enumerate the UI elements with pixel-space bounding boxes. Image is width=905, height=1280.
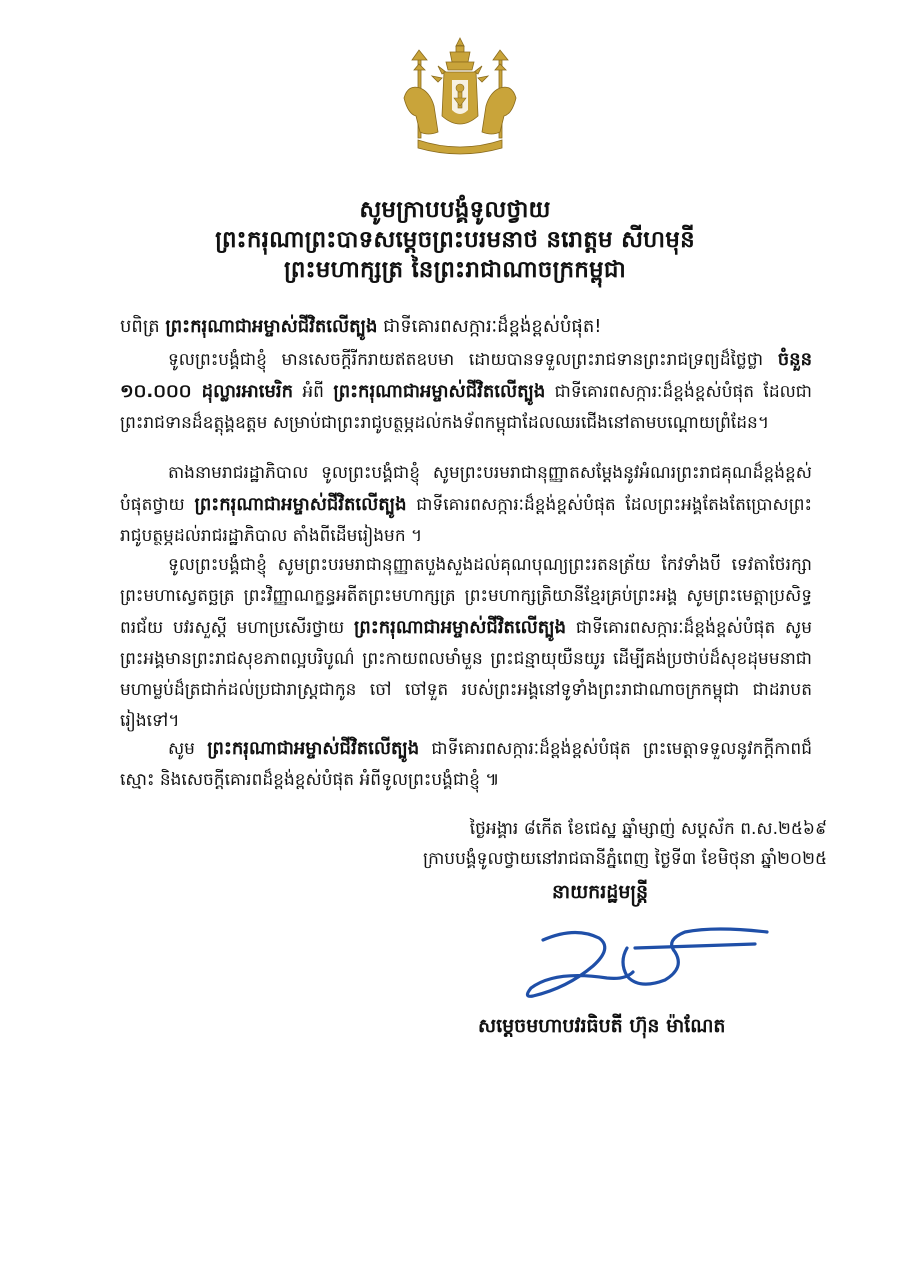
paragraph-1-amount: ចំនួន ១០.០០០ ដុល្លារអាមេរិក [120,349,812,402]
paragraph-3-text-a: ទូលព្រះបង្គំជាខ្ញុំ សូមព្រះបរមរាជានុញ្ញាតបួងសួងដល់គុណបុណ្យព្រះរតនត្រ័យ កែវទាំងបី ទេវតាថែរក្សាព្រះមហាស្វេតច្ឆត្រ ព្រះវិញ្ញាណក្ខន្ធអតីតព្រះមហាក្សត្រ ព្រះមហាក្សត្រិយានីខ្មែរគ្រប់ព្រះអង្គ សូមព្រះមេត្តាប្រសិទ្ធពរជ័យ បវរសួស្តី មហាប្រសើរថ្វាយ [120,555,812,638]
paragraph-2-text-a: តាងនាមរាជរដ្ឋាភិបាល ទូលព្រះបង្គំជាខ្ញុំ សូមព្រះបរមរាជានុញ្ញាតសម្តែងនូវអំណរព្រះរាជគុណដ៏ខ្ពង់ខ្ពស់បំផុតថ្វាយ [120,463,812,515]
place-date: ក្រាបបង្គំទូលថ្វាយនៅរាជធានីភ្នំពេញ ថ្ងៃទី៣ ខែមិថុនា ឆ្នាំ២០២៥ [423,849,827,869]
signer-title: នាយករដ្ឋមន្ត្រី [552,881,649,903]
address-line-1: សូមក្រាបបង្គំទូលថ្វាយ [359,197,551,223]
paragraph-1-text-c: អំពី [302,382,324,402]
paragraph-3-text-c: ជាទីគោរពសក្ការៈដ៏ខ្ពង់ខ្ពស់បំផុត សូមព្រះអង្គមានព្រះរាជសុខភាពល្អបរិបូណ៌ ព្រះកាយពលមាំមួន ព្រះជន្មាយុយឺនយូរ ដើម្បីគង់ប្រថាប់ដ៏សុខដុមមនាជាមហាម្លប់ដ៏ត្រជាក់ដល់ប្រជារាស្ត្រជាកូន ចៅ ចៅទួត របស់ព្រះអង្គនៅទូទាំងព្រះរាជាណាចក្រកម្ពុជា ជាដរាបតរៀងទៅ។ [120,618,812,731]
paragraph-2-king-title: ព្រះករុណាជាអម្ចាស់ជីវិតលើត្បូង [194,494,407,515]
paragraph-2-text-c: ជាទីគោរពសក្ការៈដ៏ខ្ពង់ខ្ពស់បំផុត ដែលព្រះអង្គតែងតែប្រោសព្រះរាជូបត្ថម្ភដល់រាជរដ្ឋាភិបាល តាំងពីដើមរៀងមក ។ [120,495,813,546]
address-line-3: ព្រះមហាក្សត្រ នៃព្រះរាជាណាចក្រកម្ពុជា [284,257,626,283]
salutation-suffix: ជាទីគោរពសក្ការៈដ៏ខ្ពង់ខ្ពស់បំផុត! [383,316,602,337]
paragraph-1 [120,344,812,439]
paragraph-1-text-a: ទូលព្រះបង្គំជាខ្ញុំ មានសេចក្តីរីករាយឥតឧបមា ដោយបានទទួលព្រះរាជទានព្រះរាជទ្រព្យដ៏ថ្លៃថ្លា [168,350,764,370]
signer-name: សម្តេចមហាបវរធិបតី ហ៊ុន ម៉ាណែត [478,1015,726,1037]
lunar-date: ថ្ងៃអង្គារ ៨កើត ខែជេស្ឋ ឆ្នាំម្សាញ់ សប្តស័ក ព.ស.២៥៦៩ [469,819,827,839]
paragraph-4-text-c: ជាទីគោរពសក្ការៈដ៏ខ្ពង់ខ្ពស់បំផុត ព្រះមេត្តាទទួលនូវកក្តីកាពជ៏ស្មោះ និងសេចក្តីគោរពដ៏ខ្ពង់ខ្ពស់បំផុត អំពីទូលព្រះបង្គំជាខ្ញុំ ៕ [120,739,813,790]
paragraph-3-king-title: ព្រះករុណាជាអម្ចាស់ជីវិតលើត្បូង [354,617,567,638]
paragraph-2 [120,458,812,552]
salutation [120,314,820,341]
salutation-prefix: បពិត្រ [120,316,160,337]
salutation-name: ព្រះករុណាជាអម្ចាស់ជីវិតលើត្បូង [165,316,378,337]
paragraph-1-text-e: ជាទីគោរពសក្ការៈដ៏ខ្ពង់ខ្ពស់បំផុត ដែលជាព្រះរាជទានដ៏ឧត្តុង្គឧត្តម សម្រាប់ជាព្រះរាជូបត្ថម្ភដល់កងទ័ពកម្ពុជាដែលឈរជើងនៅតាមបណ្តោយព្រំដែន។ [120,382,812,433]
paragraph-1-king-title: ព្រះករុណាជាអម្ចាស់ជីវិតលើត្បូង [333,381,546,402]
paragraph-4 [120,733,812,796]
paragraph-4-king-title: ព្រះករុណាជាអម្ចាស់ជីវិតលើត្បូង [207,738,420,759]
paragraph-3 [120,550,812,737]
address-line-2: ព្រះករុណាព្រះបាទសម្តេចព្រះបរមនាថ នរោត្តម សីហមុនី [215,227,695,253]
paragraph-4-text-a: សូម [168,739,195,759]
handwritten-signature [515,918,775,1008]
royal-coat-of-arms-icon [398,36,522,160]
